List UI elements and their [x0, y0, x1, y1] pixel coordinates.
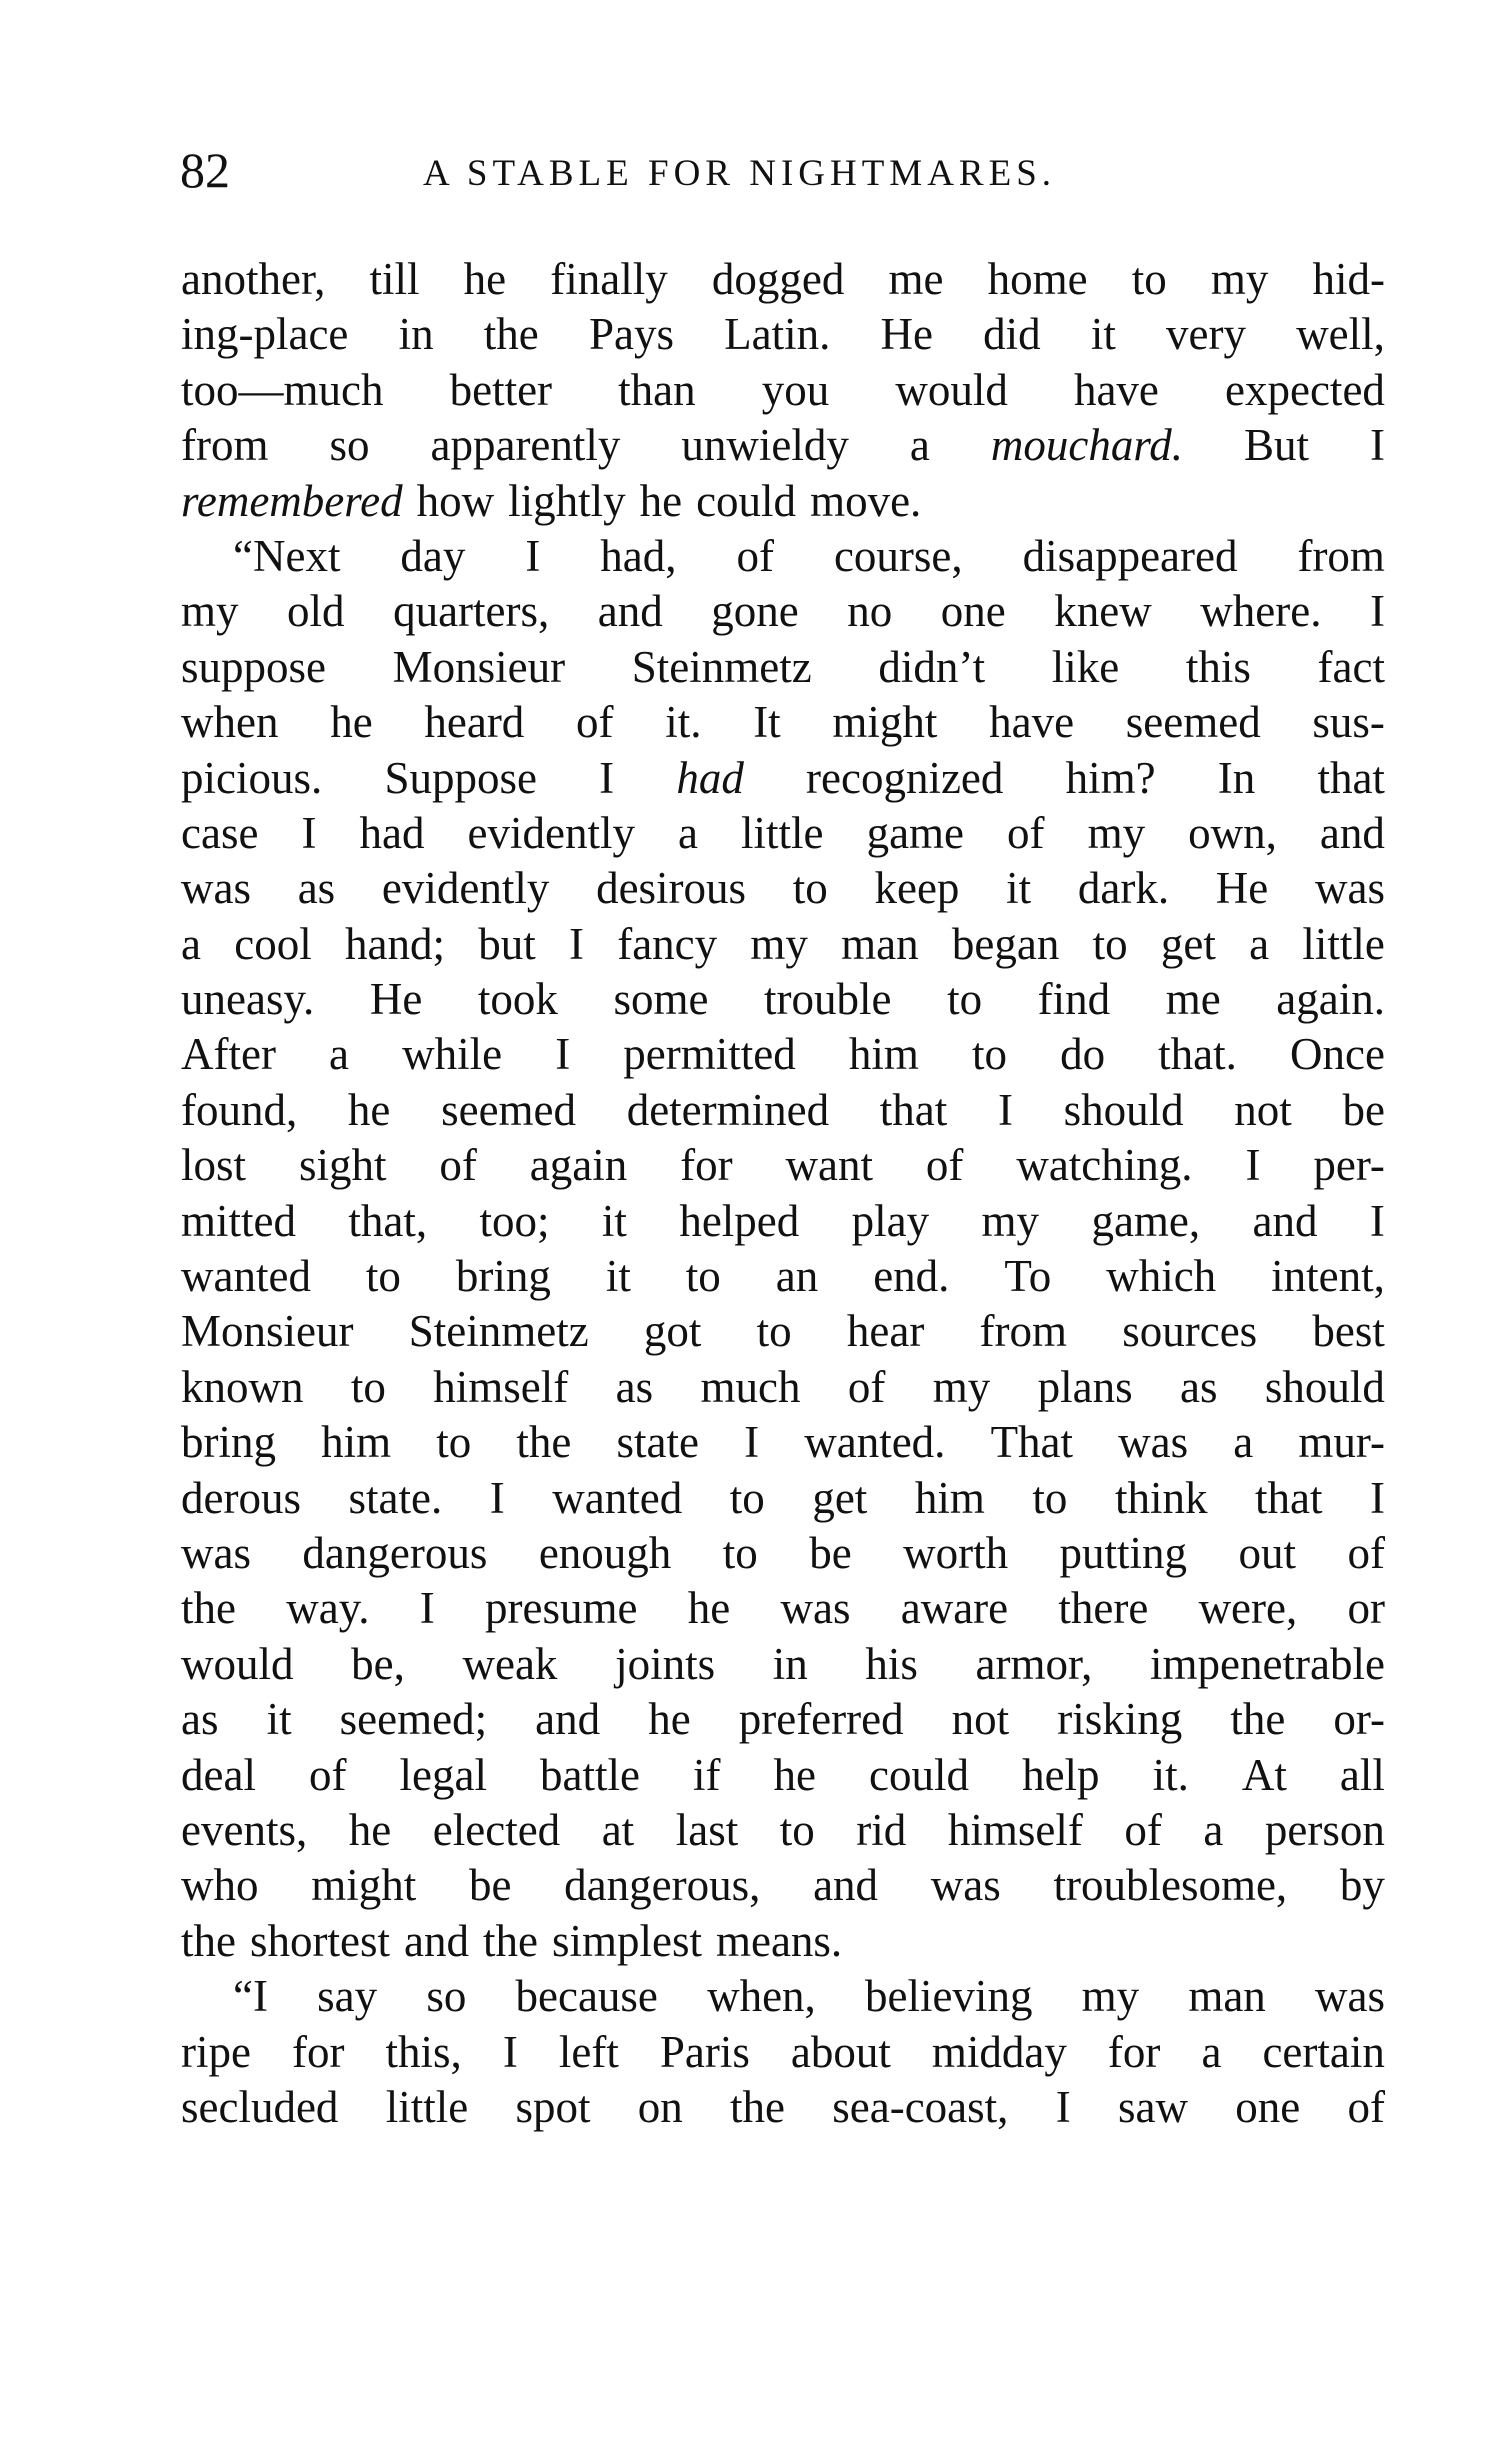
text-line: uneasy. He took some trouble to find me again. [181, 974, 1385, 1025]
text-line: when he heard of it. It might have seemed sus- [181, 697, 1385, 748]
text-line: lost sight of again for want of watching. I per- [181, 1140, 1385, 1191]
running-head [180, 140, 1380, 200]
text-line: too—much better than you would have expected [181, 364, 1385, 415]
text-line: “Next day I had, of course, disappeared from [233, 530, 1385, 581]
text-line: picious. Suppose I had recognized him? In that [181, 752, 1385, 803]
text-line: deal of legal battle if he could help it. At all [181, 1749, 1385, 1800]
text-line: “I say so because when, believing my man was [233, 1971, 1385, 2022]
text-line: the shortest and the simplest means. [181, 1915, 843, 1966]
text-line: events, he elected at last to rid himself of a person [181, 1804, 1385, 1855]
text-line: mitted that, too; it helped play my game, and I [181, 1195, 1385, 1246]
text-line: suppose Monsieur Steinmetz didn’t like this fact [181, 641, 1385, 692]
text-line: as it seemed; and he preferred not risking the or- [181, 1694, 1385, 1745]
text-line: ing-place in the Pays Latin. He did it very well, [181, 309, 1385, 360]
text-line: After a while I permitted him to do that. Once [181, 1029, 1385, 1080]
text-line: another, till he finally dogged me home to my hid- [181, 254, 1385, 304]
text-line: known to himself as much of my plans as should [181, 1361, 1385, 1412]
text-line: who might be dangerous, and was troublesome, by [181, 1860, 1385, 1911]
text-line: Monsieur Steinmetz got to hear from sources best [181, 1306, 1385, 1357]
text-line: the way. I presume he was aware there were, or [181, 1583, 1385, 1634]
text-line: derous state. I wanted to get him to think that I [181, 1472, 1385, 1523]
body-text [181, 252, 1385, 2135]
text-line: was as evidently desirous to keep it dark. He was [181, 863, 1385, 914]
text-line: was dangerous enough to be worth putting out of [181, 1527, 1385, 1578]
text-line: my old quarters, and gone no one knew where. I [181, 586, 1385, 637]
text-line: a cool hand; but I fancy my man began to get a little [181, 918, 1385, 969]
text-line: secluded little spot on the sea-coast, I saw one of [181, 2081, 1385, 2132]
text-line: found, he seemed determined that I should not be [181, 1084, 1385, 1135]
running-title: A STABLE FOR NIGHTMARES. [423, 153, 1057, 194]
text-line: wanted to bring it to an end. To which intent, [181, 1251, 1385, 1302]
text-line: remembered how lightly he could move. [181, 475, 922, 526]
text-line: bring him to the state I wanted. That was a mur- [181, 1417, 1385, 1468]
page-number: 82 [180, 142, 230, 198]
text-line: case I had evidently a little game of my own, and [181, 807, 1385, 858]
text-line: ripe for this, I left Paris about midday for a certain [181, 2026, 1385, 2077]
text-line: would be, weak joints in his armor, impenetrable [181, 1638, 1385, 1689]
text-line: from so apparently unwieldy a mouchard. But I [181, 420, 1385, 471]
